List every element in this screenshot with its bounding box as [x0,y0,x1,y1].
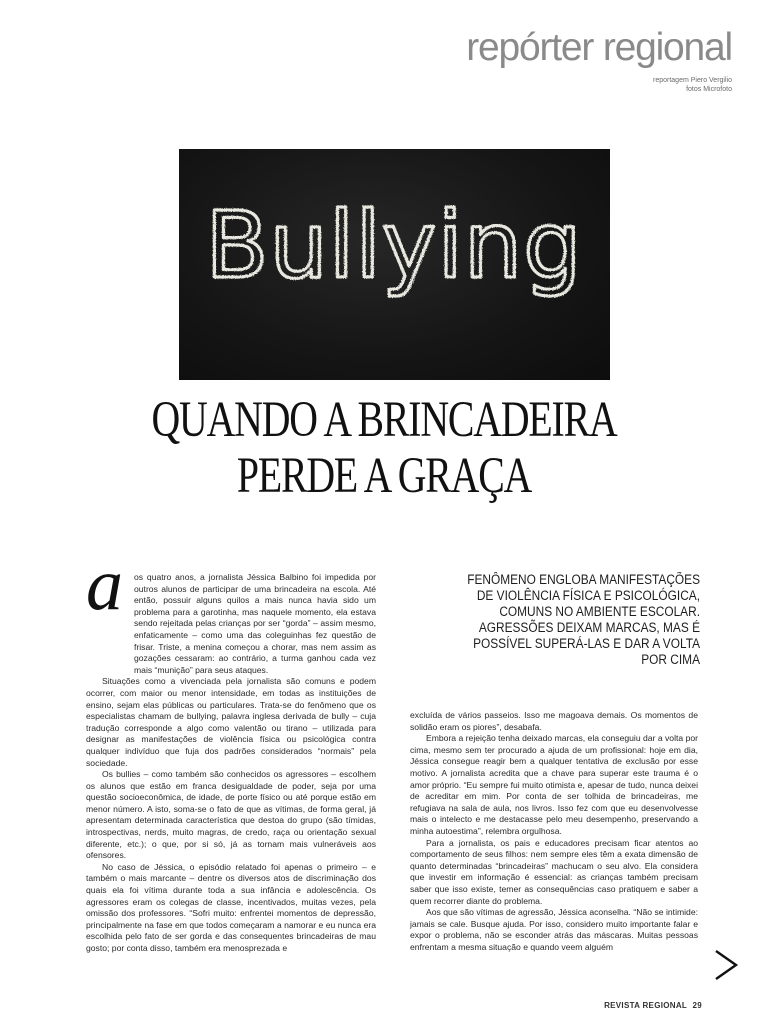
article-paragraph: Os bullies – como também são conhecidos os agressores – escolhem os alunos que estão em franca desigualdade de poder, seja por uma questão socioeconômica, de idade, de porte físico ou até porque estão em menor número. A isto, soma-se o fato de que as vítimas, de forma geral, já apresentam determinada característica que destoa do grupo (são tímidas, introspectivas, nerds, muito magras, de credo, raça ou orientação sexual diferente, etc.); o que, por si só, já as tornam mais vulneráveis aos ofensores. [86,769,376,861]
section-title: repórter regional [466,26,732,69]
headline-line-2: PERDE A GRAÇA [236,448,532,504]
photo-credits [653,76,732,94]
article-paragraph: Embora a rejeição tenha deixado marcas, ela conseguiu dar a volta por cima, mesmo sem ter procurado a ajuda de um profissional: hoje em dia, Jéssica consegue reagir bem a qualquer tentativa de exclusão por esse motivo. A jornalista acredita que a chave para superar este trauma é o amor próprio. “Eu sempre fui muito otimista e, apesar de tudo, nunca deixei de acreditar em mim. Por conta de ser tolhida de brincadeiras, me refugiava na sala de aula, nos livros. Isso fez com que eu desenvolvesse mais o intelecto e me destacasse pelo meu desempenho, preservando a minha autoestima”, relembra orgulhosa. [410,733,698,836]
chalk-word: Bullying [205,192,583,299]
chalkboard-image [179,149,610,380]
article-paragraph: Aos que são vítimas de agressão, Jéssica aconselha. “Não se intimide: jamais se cale. Busque ajuda. Por isso, considero muito importante falar e expor o problema, não se esconder atrás das máscaras. Muitas pessoas enfrentam a mesma situação e quando veem alguém [410,907,698,952]
article-paragraph: Situações como a vivenciada pela jornalista são comuns e podem ocorrer, com maior ou menor intensidade, em todas as instituições de ensino, sejam elas públicas ou particulares. Trata-se do fenômeno que os especialistas chamam de bullying, palavra inglesa derivada de bully – cuja tradução corresponde a algo como valentão ou tirano – utilizada para designar as manifestações de violência física ou psicológica contra qualquer indivíduo que fuja dos padrões considerados “normais” pela sociedade. [86,676,376,768]
article-column-1 [86,572,376,955]
article-paragraph: Para a jornalista, os pais e educadores precisam ficar atentos ao comportamento de seus filhos: nem sempre eles têm a exata dimensão de quanto determinadas “brincadeiras” machucam o seu alvo. Ela considera que investir em informação é essencial: as crianças também precisam saber que isso existe, temer as consequências caso pratiquem e saber a quem recorrer diante do problema. [410,837,698,906]
drop-cap: a [86,544,123,626]
article-deck: FENÔMENO ENGLOBA MANIFESTAÇÕES DE VIOLÊNCIA FÍSICA E PSICOLÓGICA, COMUNS NO AMBIENTE ESCOLAR. AGRESSÕES DEIXAM MARCAS, MAS É POSSÍVEL SUPERÁ-LAS E DAR A VOLTA POR CIMA [467,572,700,667]
article-paragraph: excluída de vários passeios. Isso me magoava demais. Os momentos de solidão eram os piores”, desabafa. [410,710,698,732]
article-column-2 [410,710,698,953]
page-footer [601,1001,702,1010]
page-number: 29 [692,1001,702,1010]
headline-line-1: QUANDO A BRINCADEIRA [151,392,617,448]
magazine-name: REVISTA REGIONAL [604,1001,687,1010]
continue-arrow-icon[interactable] [712,948,740,982]
article-paragraph: os quatro anos, a jornalista Jéssica Balbino foi impedida por outros alunos de participar de uma brincadeira na escola. Até então, possuir alguns quilos a mais nunca havia sido um problema para a garotinha, mas naquele momento, ela estava sendo rejeitada pelas crianças por ser “gorda” – assim mesmo, enfaticamente – como uma das coleguinhas fez questão de frisar. Triste, a menina começou a chorar, mas nem assim as gozações cessaram: ao contrário, a turma ganhou cada vez mais “munição” para seus ataques. [134,572,376,675]
chalkboard-illustration [179,149,610,380]
article-paragraph: No caso de Jéssica, o episódio relatado foi apenas o primeiro – e também o mais marcante – dentre os diversos atos de discriminação dos quais ela foi vítima durante toda a sua infância e adolescência. Os agressores eram os colegas de classe, incentivados, muitas vezes, pela omissão dos professores. “Sofri muito: enfrentei momentos de depressão, principalmente na fase em que todos começaram a namorar e eu nunca era escolhida pelo fato de ser gorda e das consequentes brincadeiras de mau gosto; por conta disso, também era menosprezada e [86,861,376,953]
credit-report: reportagem Piero Vergilio [653,77,732,84]
credit-photos: fotos Microfoto [686,86,732,93]
